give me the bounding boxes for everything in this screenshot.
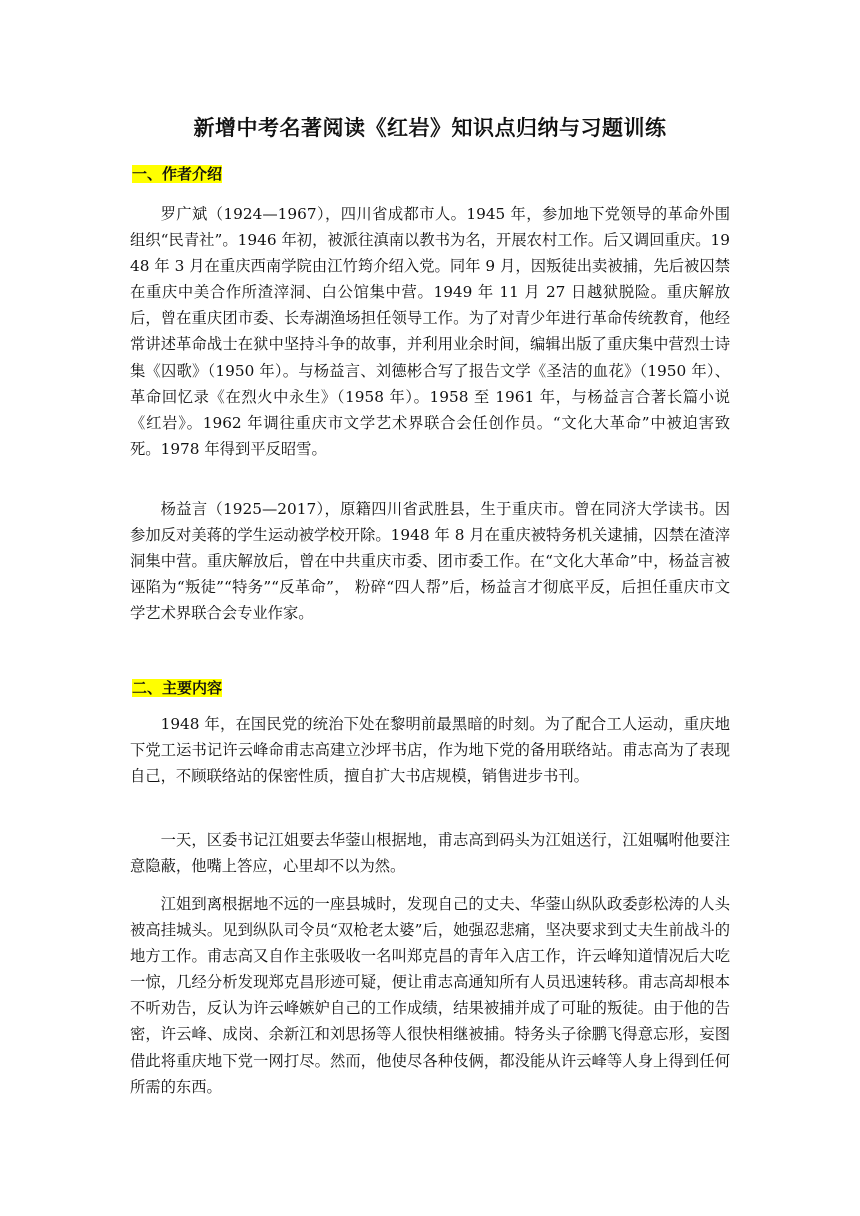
- paragraph-content-3: 江姐到离根据地不远的一座县城时，发现自己的丈夫、华蓥山纵队政委彭松涛的人头被高挂城头。见到纵队司令员“双枪老太婆”后，她强忍悲痛，坚决要求到丈夫生前战斗的地方工作。甫志高又自作主张吸收一名叫郑克昌的青年入店工作，许云峰知道情况后大吃一惊，几经分析发现郑克昌形迹可疑，便让甫志高通知所有人员迅速转移。甫志高却根本不听劝告，反认为许云峰嫉妒自己的工作成绩，结果被捕并成了可耻的叛徒。由于他的告密，许云峰、成岗、余新江和刘思扬等人很快相继被捕。特务头子徐鹏飞得意忘形，妄图借此将重庆地下党一网打尽。然而，他使尽各种伎俩，都没能从许云峰等人身上得到任何所需的东西。: [130, 895, 730, 1096]
- section-heading-content-text: 二、主要内容: [132, 679, 223, 697]
- document-title: 新增中考名著阅读《红岩》知识点归纳与习题训练: [193, 116, 667, 140]
- paragraph-content-2: 一天，区委书记江姐要去华蓥山根据地，甫志高到码头为江姐送行，江姐嘱咐他要注意隐蔽，他嘴上答应，心里却不以为然。: [130, 831, 730, 876]
- section-heading-author: [130, 163, 224, 185]
- paragraph-luo-guangbin: 罗广斌（1924—1967），四川省成都市人。1945 年，参加地下党领导的革命外围组织“民青社”。1946 年初，被派往滇南以教书为名，开展农村工作。后又调回重庆。1948 年 3 月在重庆西南学院由江竹筠介绍入党。同年 9 月，因叛徒出卖被捕，先后被囚禁在重庆中美合作所渣滓洞、白公馆集中营。1949 年 11 月 27 日越狱脱险。重庆解放后，曾在重庆团市委、长寿湖渔场担任领导工作。为了对青少年进行革命传统教育，他经常讲述革命战士在狱中坚持斗争的故事，并利用业余时间，编辑出版了重庆集中营烈士诗集《囚歌》（1950 年）。与杨益言、刘德彬合写了报告文学《圣洁的血花》（1950 年）、革命回忆录《在烈火中永生》（1958 年）。1958 至 1961 年，与杨益言合著长篇小说《红岩》。1962 年调往重庆市文学艺术界联合会任创作员。“文化大革命”中被迫害致死。1978 年得到平反昭雪。: [130, 205, 730, 458]
- paragraph-yang-yiyan: 杨益言（1925—2017），原籍四川省武胜县，生于重庆市。曾在同济大学读书。因参加反对美蒋的学生运动被学校开除。1948 年 8 月在重庆被特务机关逮捕，囚禁在渣滓洞集中营。重庆解放后，曾在中共重庆市委、团市委工作。在“文化大革命”中，杨益言被诬陷为“叛徒”“特务”“反革命”， 粉碎“四人帮”后，杨益言才彻底平反，后担任重庆市文学艺术界联合会专业作家。: [130, 500, 730, 623]
- section-heading-author-text: 一、作者介绍: [132, 165, 223, 183]
- paragraph-content-1: 1948 年，在国民党的统治下处在黎明前最黑暗的时刻。为了配合工人运动，重庆地下党工运书记许云峰命甫志高建立沙坪书店，作为地下党的备用联络站。甫志高为了表现自己，不顾联络站的保密性质，擅自扩大书店规模，销售进步书刊。: [130, 715, 730, 786]
- section-heading-content: [130, 677, 224, 699]
